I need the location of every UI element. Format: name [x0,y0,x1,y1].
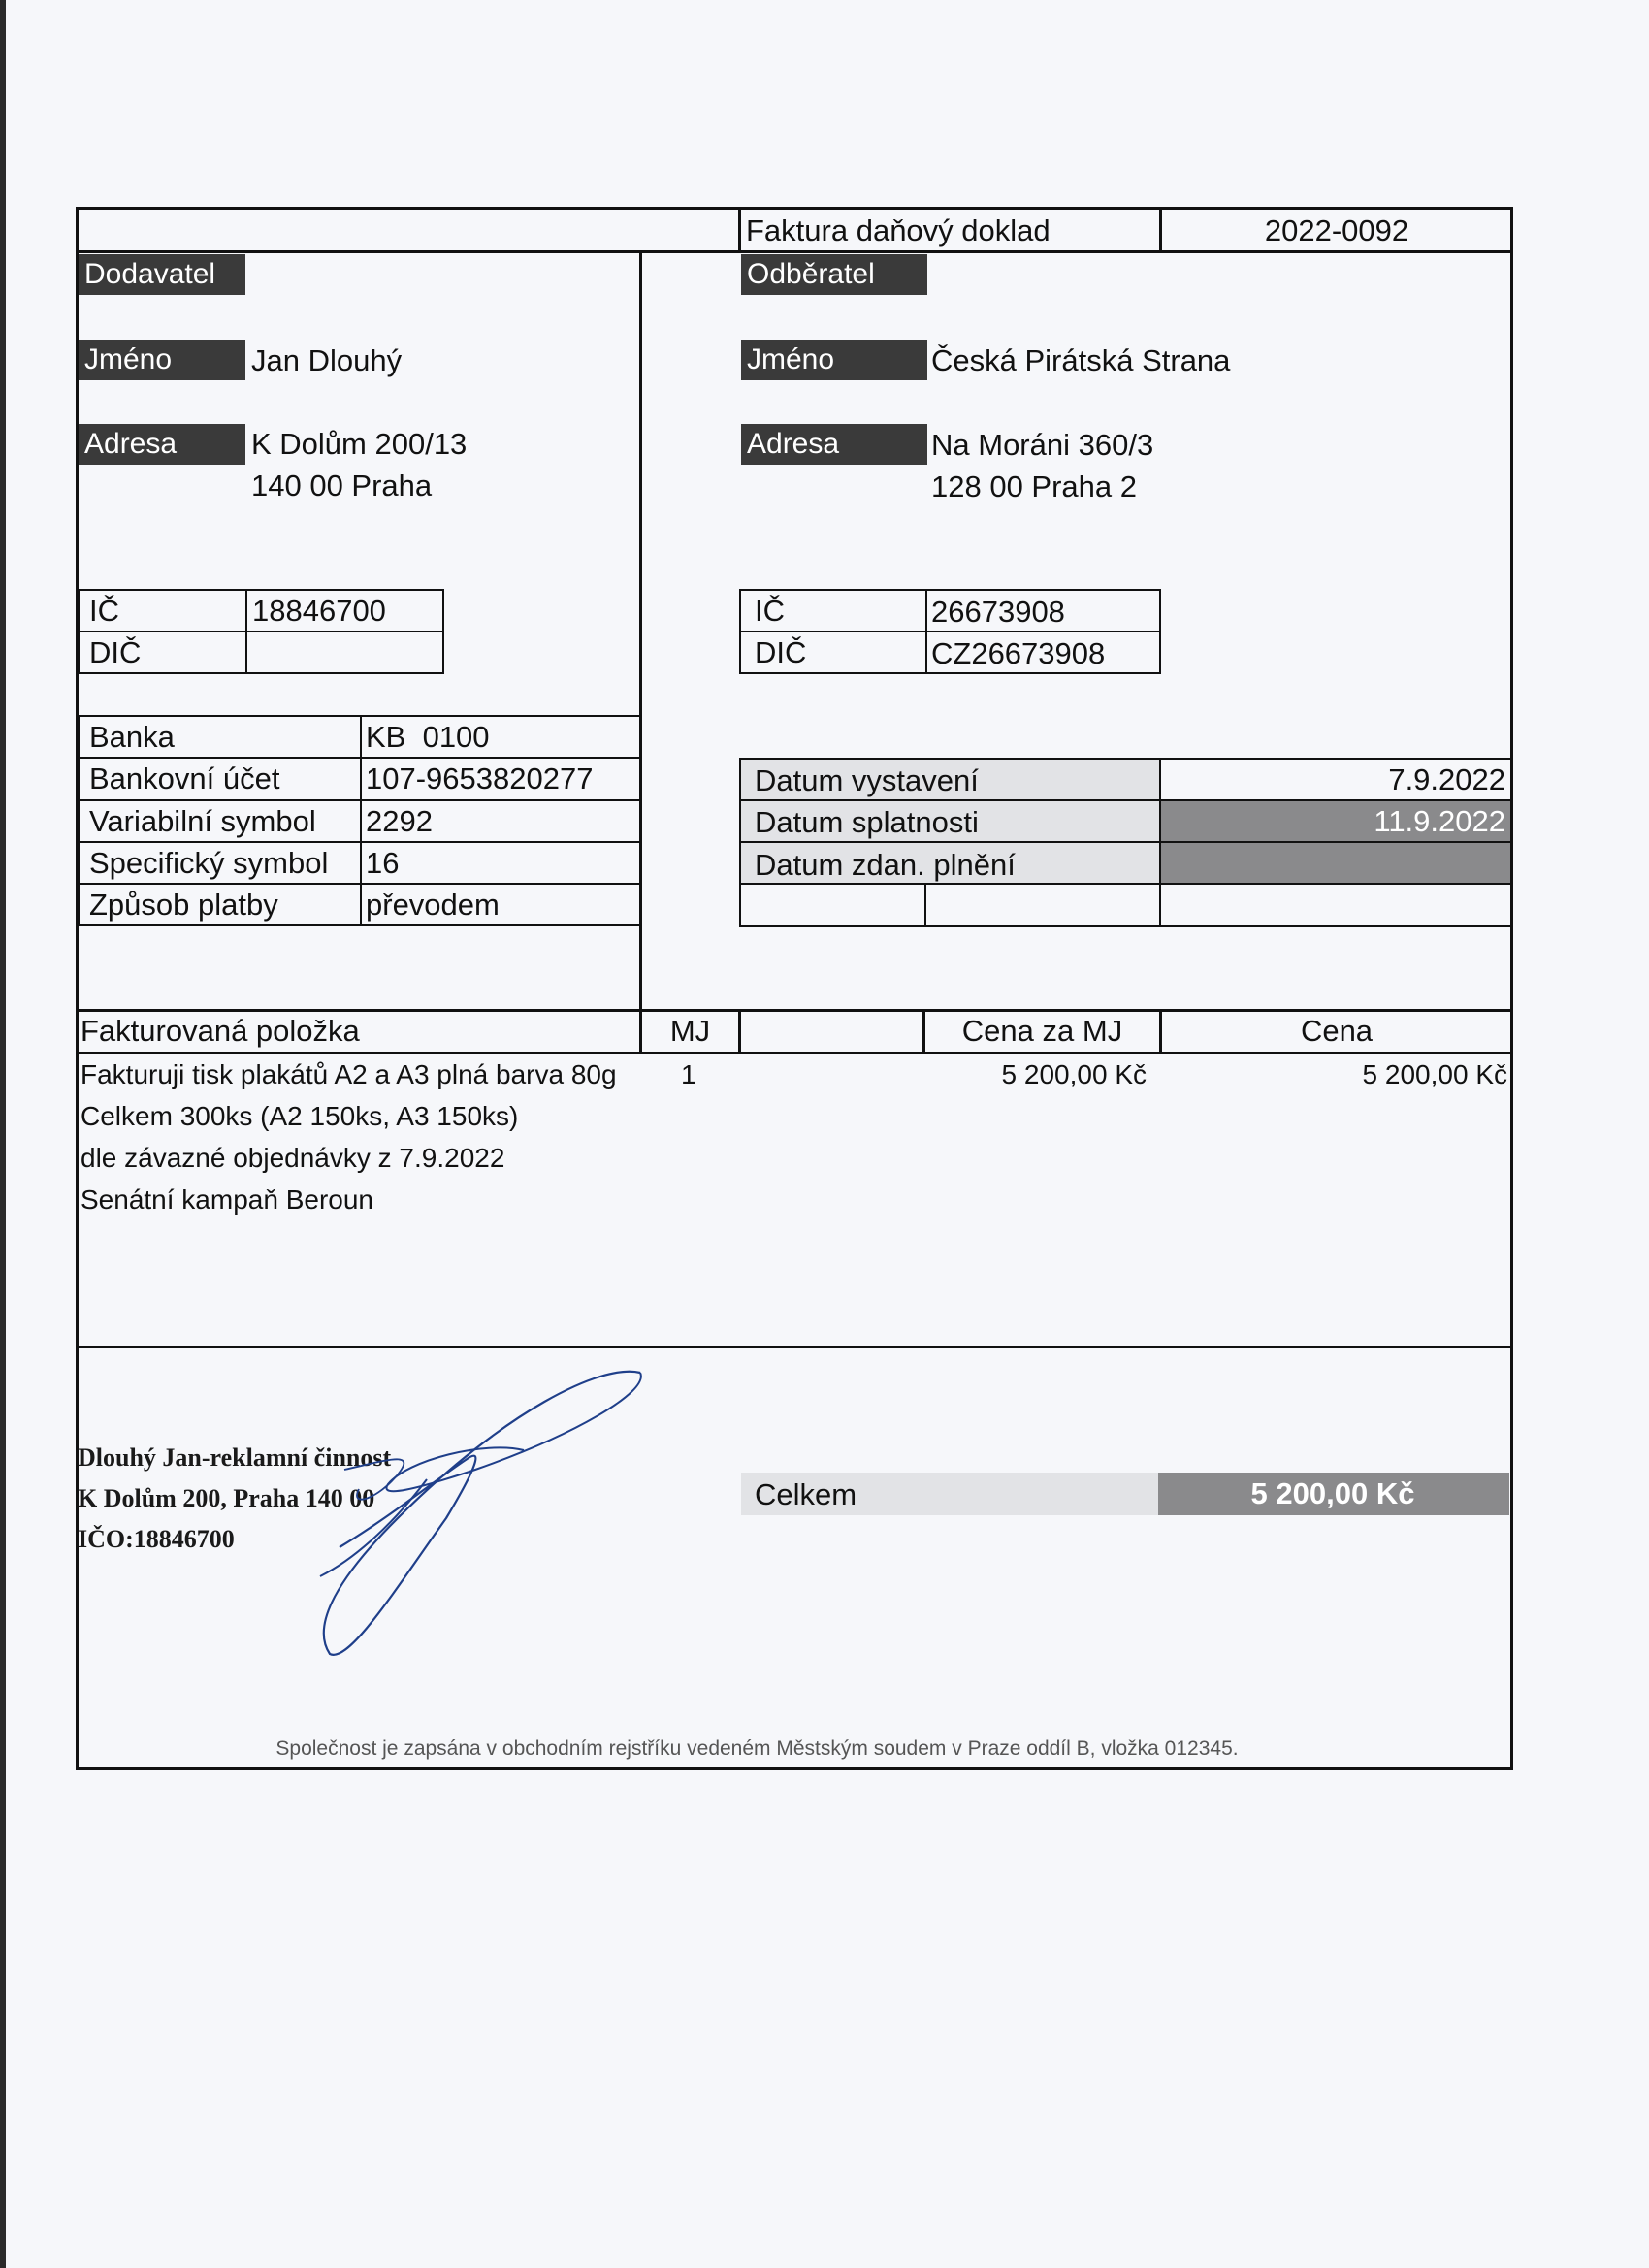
issued-date-label: Datum vystavení [755,763,979,797]
items-col-unit-price: Cena za MJ [961,1014,1123,1048]
signature-icon [281,1353,669,1673]
account-value: 107-9653820277 [366,761,594,795]
variable-symbol-label: Variabilní symbol [89,804,316,838]
supplier-address-label: Adresa [79,424,245,465]
customer-address-line1: Na Moráni 360/3 [931,428,1154,462]
items-header-bottom-rule [76,1052,1513,1054]
document-type: Faktura daňový doklad [746,213,1051,247]
due-date: 11.9.2022 [1374,804,1505,838]
payment-method-label: Způsob platby [89,888,278,922]
bank-value: KB 0100 [366,720,490,754]
header-bottom-rule [76,250,1513,253]
item-price: 5 200,00 Kč [1362,1059,1507,1089]
dates-row-rule-2 [739,841,1512,843]
variable-symbol-value: 2292 [366,804,433,838]
item-mj: 1 [681,1059,696,1089]
total-value: 5 200,00 Kč [1250,1476,1415,1510]
dates-small-divider [924,885,926,927]
customer-ic-label: IČ [755,594,785,628]
items-header-top-rule [76,1009,1513,1012]
total-label: Celkem [755,1477,857,1511]
bank-label: Banka [89,720,175,754]
stamp-line-1: Dlouhý Jan-reklamní činnost [78,1443,392,1472]
taxable-value-bg [1161,843,1510,883]
customer-dic-label: DIČ [755,635,807,669]
specific-symbol-label: Specifický symbol [89,846,329,880]
customer-name-label: Jméno [741,340,927,380]
issued-date: 7.9.2022 [1388,762,1505,796]
payment-col-divider [360,715,362,926]
supplier-ic: 18846700 [252,594,386,628]
customer-address-line2: 128 00 Praha 2 [931,470,1138,503]
customer-dic: CZ26673908 [931,636,1106,670]
customer-address-label: Adresa [741,424,927,465]
item-description-line-2: Celkem 300ks (A2 150ks, A3 150ks) [81,1101,519,1131]
customer-name: Česká Pirátská Strana [931,343,1231,377]
supplier-name-label: Jméno [79,340,245,380]
payment-method-value: převodem [366,888,500,922]
scan-edge [0,0,6,2268]
item-description-line-3: dle závazné objednávky z 7.9.2022 [81,1143,505,1173]
specific-symbol-value: 16 [366,846,400,880]
account-label: Bankovní účet [89,761,280,795]
supplier-address-line2: 140 00 Praha [251,469,433,502]
supplier-ic-label: IČ [89,594,119,628]
item-unit-price: 5 200,00 Kč [1001,1059,1147,1089]
dates-row-rule-1 [739,799,1512,801]
stamp-line-3: IČO:18846700 [78,1525,235,1553]
stamp-line-2: K Dolům 200, Praha 140 00 [78,1484,375,1512]
supplier-name: Jan Dlouhý [251,343,403,377]
supplier-section-label: Dodavatel [79,254,245,295]
supplier-dic-label: DIČ [89,635,142,669]
invoice-number: 2022-0092 [1264,213,1409,247]
items-col-item: Fakturovaná položka [81,1014,360,1048]
items-col-divider-2 [738,1009,741,1053]
item-description-line-4: Senátní kampaň Beroun [81,1184,373,1215]
item-description-line-1: Fakturuji tisk plakátů A2 a A3 plná barva 80g [81,1059,617,1089]
due-date-label: Datum splatnosti [755,805,979,839]
customer-section-label: Odběratel [741,254,927,295]
customer-ic: 26673908 [931,595,1065,629]
header-divider-1 [738,207,741,252]
payment-row-rule-3 [78,841,642,843]
items-col-mj: MJ [669,1014,711,1048]
registry-note: Společnost je zapsána v obchodním rejstříku vedeném Městským soudem v Praze oddíl B, vložka 012345. [275,1737,1239,1760]
items-col-price: Cena [1300,1014,1374,1048]
payment-row-rule-4 [78,883,642,885]
supplier-address-line1: K Dolům 200/13 [251,427,468,461]
payment-row-rule-2 [78,799,642,801]
supplier-dic-value-cell [245,631,444,674]
taxable-date-label: Datum zdan. plnění [755,848,1016,882]
items-bottom-rule [76,1346,1513,1348]
dates-row-rule-3 [739,883,1512,885]
payment-row-rule-1 [78,757,642,759]
